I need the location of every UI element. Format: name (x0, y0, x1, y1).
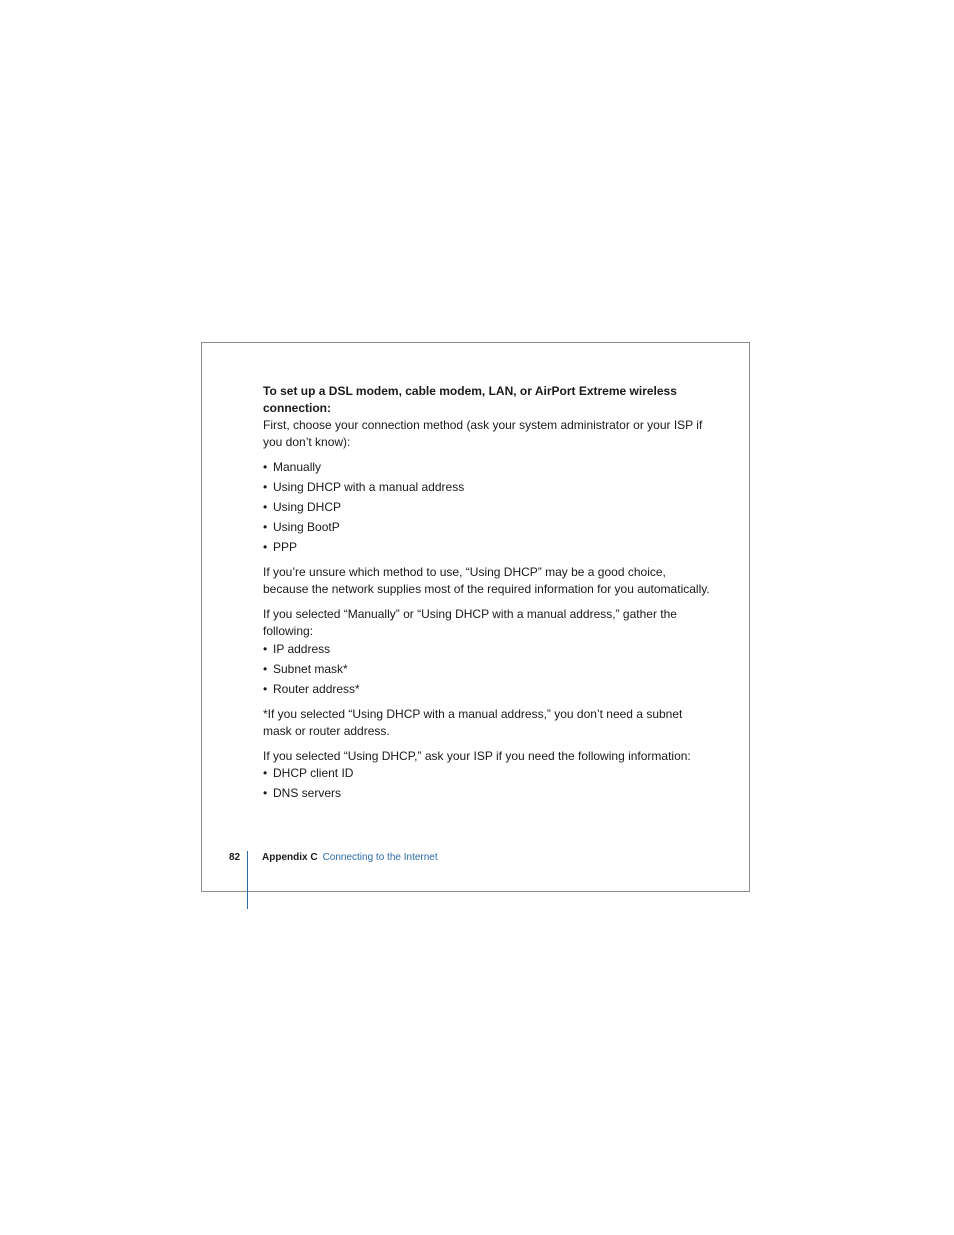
footer-divider (247, 851, 248, 909)
dhcp-info-list (263, 765, 713, 802)
list-item: • Using DHCP (263, 500, 342, 514)
bullet-icon: • (263, 480, 268, 494)
list-item: • Subnet mask* (263, 662, 348, 676)
bullet-icon: • (263, 766, 268, 780)
dhcp-intro-paragraph: If you selected “Using DHCP,” ask your ISP if you need the following information: (263, 749, 691, 763)
manual-info-list (263, 641, 713, 698)
bullet-icon: • (263, 500, 268, 514)
list-item: • PPP (263, 540, 298, 554)
bullet-icon: • (263, 460, 268, 474)
manual-intro-paragraph: If you selected “Manually” or “Using DHCP with a manual address,” gather the following: (263, 607, 677, 638)
running-footer (262, 851, 438, 864)
bullet-icon: • (263, 520, 268, 534)
list-item: • IP address (263, 642, 331, 656)
intro-paragraph: First, choose your connection method (ask your system administrator or your ISP if you don’t know): (263, 418, 703, 449)
list-item: • Manually (263, 460, 322, 474)
bullet-icon: • (263, 540, 268, 554)
connection-methods-list (263, 459, 713, 556)
bullet-icon: • (263, 642, 268, 656)
page-number: 82 (229, 852, 241, 863)
list-item: • Using BootP (263, 520, 340, 534)
footnote-paragraph: *If you selected “Using DHCP with a manual address,” you don’t need a subnet mask or router address. (263, 707, 683, 738)
list-item: • DNS servers (263, 786, 342, 800)
bullet-icon: • (263, 786, 268, 800)
footer-chapter-title: Connecting to the Internet (322, 852, 438, 863)
unsure-paragraph: If you’re unsure which method to use, “Using DHCP” may be a good choice, because the network supplies most of the required information for you automatically. (263, 565, 710, 596)
footer-chapter: Appendix C (262, 852, 318, 863)
section-heading: To set up a DSL modem, cable modem, LAN, or AirPort Extreme wireless connection: (263, 384, 677, 415)
bullet-icon: • (263, 682, 268, 696)
list-item: • Router address* (263, 682, 360, 696)
page-content (263, 383, 713, 810)
list-item: • DHCP client ID (263, 766, 354, 780)
bullet-icon: • (263, 662, 268, 676)
list-item: • Using DHCP with a manual address (263, 480, 465, 494)
